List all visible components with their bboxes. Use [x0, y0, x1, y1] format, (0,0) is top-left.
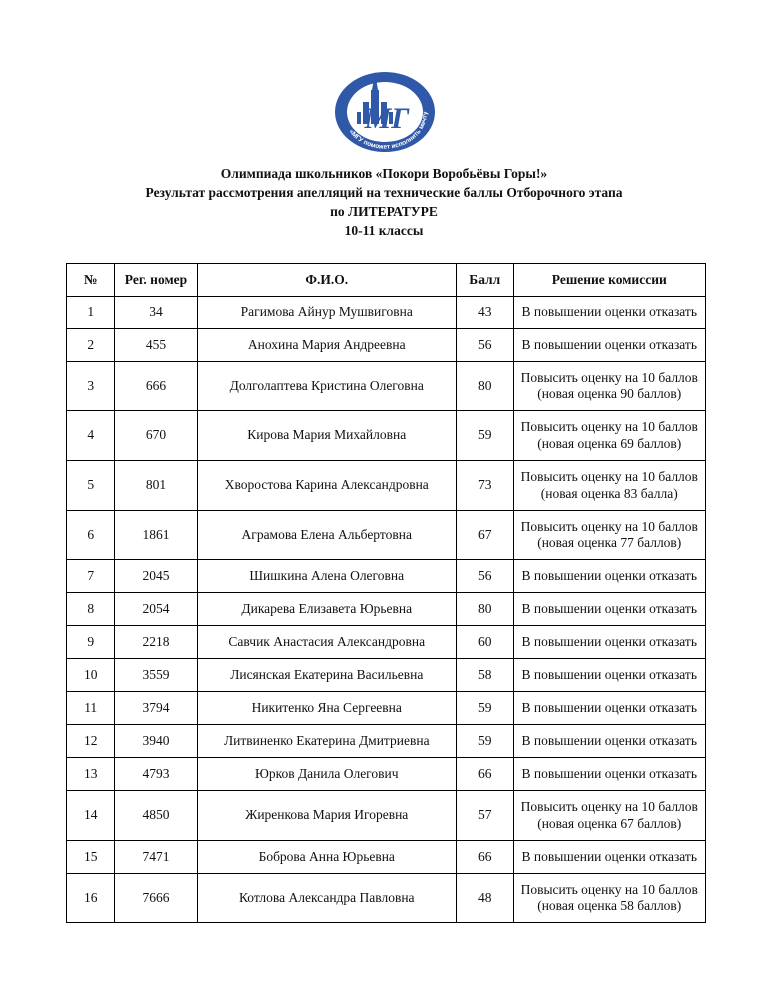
- appeals-table: [66, 263, 706, 923]
- cell-full-name: Савчик Анастасия Александровна: [197, 626, 456, 659]
- cell-score: 67: [456, 511, 513, 560]
- olympiad-logo-emblem: [331, 68, 439, 156]
- heading-result-title: Результат рассмотрения апелляций на технические баллы Отборочного этапа: [145, 185, 623, 200]
- cell-full-name: Рагимова Айнур Мушвиговна: [197, 297, 456, 329]
- cell-score: 59: [456, 725, 513, 758]
- table-row: [67, 725, 706, 758]
- cell-decision: В повышении оценки отказать: [513, 758, 705, 791]
- cell-score: 59: [456, 692, 513, 725]
- table-row: [67, 841, 706, 874]
- table-row: [67, 692, 706, 725]
- column-header-score: Балл: [456, 264, 513, 297]
- cell-number: 4: [67, 411, 115, 461]
- logo-letters: МГ: [364, 102, 410, 135]
- cell-score: 73: [456, 461, 513, 511]
- cell-full-name: Хворостова Карина Александровна: [197, 461, 456, 511]
- cell-score: 56: [456, 329, 513, 362]
- cell-number: 9: [67, 626, 115, 659]
- column-header-reg-number: Рег. номер: [115, 264, 197, 297]
- cell-reg-number: 3794: [115, 692, 197, 725]
- cell-full-name: Юрков Данила Олегович: [197, 758, 456, 791]
- cell-score: 60: [456, 626, 513, 659]
- cell-full-name: Никитенко Яна Сергеевна: [197, 692, 456, 725]
- cell-reg-number: 2218: [115, 626, 197, 659]
- table-row: [67, 329, 706, 362]
- cell-reg-number: 666: [115, 362, 197, 411]
- cell-decision: В повышении оценки отказать: [513, 841, 705, 874]
- cell-number: 5: [67, 461, 115, 511]
- table-row: [67, 874, 706, 923]
- heading-grades: 10-11 классы: [344, 223, 424, 238]
- cell-score: 56: [456, 560, 513, 593]
- cell-score: 57: [456, 791, 513, 841]
- column-header-decision: Решение комиссии: [513, 264, 705, 297]
- cell-number: 11: [67, 692, 115, 725]
- cell-full-name: Долголаптева Кристина Олеговна: [197, 362, 456, 411]
- table-row: [67, 511, 706, 560]
- cell-reg-number: 4793: [115, 758, 197, 791]
- cell-score: 80: [456, 593, 513, 626]
- table-row: [67, 758, 706, 791]
- cell-number: 16: [67, 874, 115, 923]
- cell-score: 48: [456, 874, 513, 923]
- table-body: [67, 297, 706, 923]
- cell-decision: В повышении оценки отказать: [513, 297, 705, 329]
- table-row: [67, 560, 706, 593]
- cell-reg-number: 3940: [115, 725, 197, 758]
- cell-decision: В повышении оценки отказать: [513, 692, 705, 725]
- cell-number: 15: [67, 841, 115, 874]
- cell-full-name: Аграмова Елена Альбертовна: [197, 511, 456, 560]
- olympiad-logo: [331, 68, 439, 156]
- cell-reg-number: 1861: [115, 511, 197, 560]
- cell-decision: Повысить оценку на 10 баллов (новая оценка 83 балла): [513, 461, 705, 511]
- cell-score: 58: [456, 659, 513, 692]
- cell-full-name: Боброва Анна Юрьевна: [197, 841, 456, 874]
- cell-full-name: Кирова Мария Михайловна: [197, 411, 456, 461]
- cell-full-name: Литвиненко Екатерина Дмитриевна: [197, 725, 456, 758]
- cell-number: 12: [67, 725, 115, 758]
- cell-decision: В повышении оценки отказать: [513, 659, 705, 692]
- cell-number: 6: [67, 511, 115, 560]
- cell-number: 3: [67, 362, 115, 411]
- table-row: [67, 411, 706, 461]
- cell-score: 80: [456, 362, 513, 411]
- cell-full-name: Котлова Александра Павловна: [197, 874, 456, 923]
- cell-decision: В повышении оценки отказать: [513, 725, 705, 758]
- table-header-row: [67, 264, 706, 297]
- table-row: [67, 626, 706, 659]
- cell-reg-number: 34: [115, 297, 197, 329]
- cell-number: 7: [67, 560, 115, 593]
- cell-reg-number: 2045: [115, 560, 197, 593]
- cell-score: 66: [456, 758, 513, 791]
- cell-number: 2: [67, 329, 115, 362]
- table-row: [67, 791, 706, 841]
- cell-decision: Повысить оценку на 10 баллов (новая оценка 77 баллов): [513, 511, 705, 560]
- cell-reg-number: 3559: [115, 659, 197, 692]
- cell-full-name: Жиренкова Мария Игоревна: [197, 791, 456, 841]
- cell-reg-number: 4850: [115, 791, 197, 841]
- cell-full-name: Дикарева Елизавета Юрьевна: [197, 593, 456, 626]
- cell-decision: Повысить оценку на 10 баллов (новая оценка 58 баллов): [513, 874, 705, 923]
- column-header-number: №: [67, 264, 115, 297]
- cell-full-name: Шишкина Алена Олеговна: [197, 560, 456, 593]
- table-row: [67, 659, 706, 692]
- cell-score: 43: [456, 297, 513, 329]
- cell-decision: В повышении оценки отказать: [513, 626, 705, 659]
- table-row: [67, 461, 706, 511]
- table-row: [67, 593, 706, 626]
- cell-decision: Повысить оценку на 10 баллов (новая оценка 69 баллов): [513, 411, 705, 461]
- heading-olympiad-title: Олимпиада школьников «Покори Воробьёвы Горы!»: [220, 166, 548, 181]
- logo-ring-text: «МГУ поможет исполнить мечту: [347, 111, 430, 151]
- heading-subject: по ЛИТЕРАТУРЕ: [330, 204, 438, 219]
- column-header-name: Ф.И.О.: [197, 264, 456, 297]
- cell-reg-number: 7471: [115, 841, 197, 874]
- cell-reg-number: 670: [115, 411, 197, 461]
- cell-full-name: Анохина Мария Андреевна: [197, 329, 456, 362]
- table-row: [67, 362, 706, 411]
- cell-decision: В повышении оценки отказать: [513, 560, 705, 593]
- cell-reg-number: 801: [115, 461, 197, 511]
- cell-score: 59: [456, 411, 513, 461]
- document-heading: [0, 164, 768, 240]
- cell-full-name: Лисянская Екатерина Васильевна: [197, 659, 456, 692]
- table-row: [67, 297, 706, 329]
- cell-score: 66: [456, 841, 513, 874]
- cell-decision: Повысить оценку на 10 баллов (новая оценка 90 баллов): [513, 362, 705, 411]
- cell-reg-number: 7666: [115, 874, 197, 923]
- cell-number: 13: [67, 758, 115, 791]
- cell-decision: В повышении оценки отказать: [513, 329, 705, 362]
- cell-number: 14: [67, 791, 115, 841]
- cell-number: 1: [67, 297, 115, 329]
- cell-reg-number: 455: [115, 329, 197, 362]
- cell-decision: В повышении оценки отказать: [513, 593, 705, 626]
- cell-number: 10: [67, 659, 115, 692]
- cell-reg-number: 2054: [115, 593, 197, 626]
- cell-decision: Повысить оценку на 10 баллов (новая оценка 67 баллов): [513, 791, 705, 841]
- cell-number: 8: [67, 593, 115, 626]
